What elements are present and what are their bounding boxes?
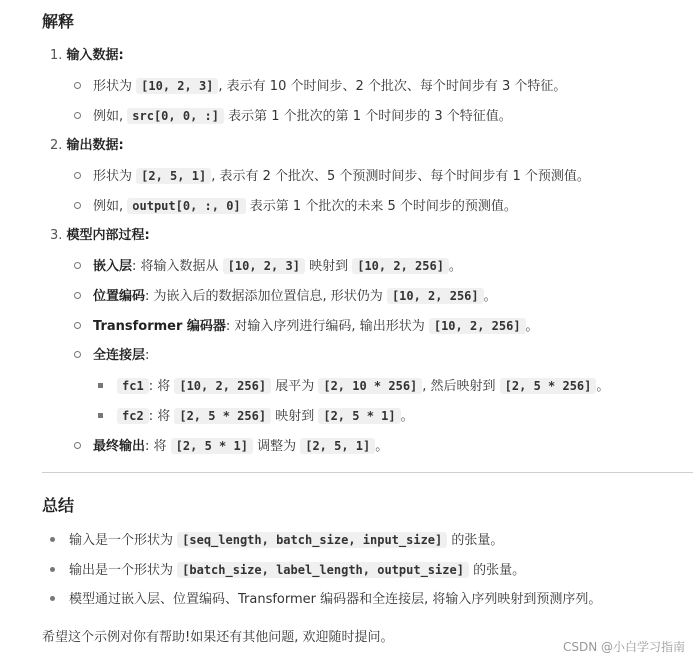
text: 调整为: [257, 439, 297, 454]
text: 模型通过嵌入层、位置编码、Transformer 编码器和全连接层, 将输入序列映射到预测序列。: [69, 592, 602, 607]
list-label: 输入数据:: [66, 48, 124, 63]
summary-item: [50, 530, 503, 550]
inline-code: output[0, :, 0]: [127, 198, 245, 214]
text: 映射到: [275, 409, 315, 424]
text: 映射到: [309, 259, 349, 274]
text: 的张量。: [473, 563, 526, 578]
text: , 然后映射到: [422, 379, 496, 394]
sub-item: [74, 196, 517, 216]
text: 。: [400, 409, 414, 424]
sub-item-embedding: [74, 256, 462, 276]
circle-bullet-icon: [74, 112, 81, 119]
text: 例如,: [93, 109, 124, 124]
list-item-input-data: [50, 46, 124, 66]
text: 。: [483, 289, 497, 304]
text: : 将: [148, 409, 171, 424]
list-number: 2.: [50, 138, 63, 153]
circle-bullet-icon: [74, 442, 81, 449]
inline-code: [10, 2, 256]: [352, 258, 449, 274]
closing-text: 希望这个示例对你有帮助!如果还有其他问题, 欢迎随时提问。: [42, 630, 394, 645]
watermark: CSDN @小白学习指南: [562, 640, 685, 654]
sub-item-encoder: [74, 316, 539, 336]
text: 形状为: [93, 79, 133, 94]
sub-item-positional-encoding: [74, 286, 497, 306]
text: 展平为: [275, 379, 315, 394]
inline-code: [10, 2, 256]: [387, 288, 484, 304]
section-divider: [42, 472, 693, 473]
text: 。: [448, 259, 462, 274]
sub-sub-item-fc1: [98, 376, 609, 396]
inline-code: [2, 5 * 256]: [174, 408, 271, 424]
inline-code: [2, 5 * 1]: [318, 408, 400, 424]
inline-code: [10, 2, 3]: [136, 78, 218, 94]
inline-code: [10, 2, 3]: [223, 258, 305, 274]
circle-bullet-icon: [74, 262, 81, 269]
text: , 表示有 10 个时间步、2 个批次、每个时间步有 3 个特征。: [218, 79, 567, 94]
section-title-explain: 解释: [42, 12, 75, 31]
circle-bullet-icon: [74, 202, 81, 209]
list-item-model-process: [50, 226, 150, 246]
text: :: [145, 348, 150, 363]
term: Transformer 编码器: [93, 319, 226, 334]
term: 位置编码: [93, 289, 146, 304]
text: 的张量。: [451, 533, 504, 548]
term: 最终输出: [93, 439, 146, 454]
text: 输出是一个形状为: [69, 563, 174, 578]
sub-item-final-output: [74, 436, 388, 456]
inline-code: [2, 5, 1]: [136, 168, 211, 184]
text: 。: [525, 319, 539, 334]
inline-code: [seq_length, batch_size, input_size]: [177, 532, 447, 548]
sub-item: [74, 166, 590, 186]
text: , 表示有 2 个批次、5 个预测时间步、每个时间步有 1 个预测值。: [211, 169, 590, 184]
circle-bullet-icon: [74, 292, 81, 299]
list-number: 1.: [50, 48, 63, 63]
inline-code: [2, 5, 1]: [300, 438, 375, 454]
text: 例如,: [93, 199, 124, 214]
list-label: 输出数据:: [66, 138, 124, 153]
inline-code: [2, 5 * 1]: [171, 438, 253, 454]
square-bullet-icon: [98, 383, 103, 388]
sub-item: [74, 76, 566, 96]
text: 表示第 1 个批次的第 1 个时间步的 3 个特征值。: [228, 109, 512, 124]
sub-sub-item-fc2: [98, 406, 414, 426]
inline-code: [2, 10 * 256]: [318, 378, 422, 394]
text: 输入是一个形状为: [69, 533, 174, 548]
square-bullet-icon: [98, 413, 103, 418]
inline-code: [batch_size, label_length, output_size]: [177, 562, 469, 578]
text: 形状为: [93, 169, 133, 184]
list-item-output-data: [50, 136, 124, 156]
inline-code: [10, 2, 256]: [174, 378, 271, 394]
list-label: 模型内部过程:: [66, 228, 150, 243]
text: : 将: [148, 379, 171, 394]
inline-code: fc2: [117, 408, 149, 424]
sub-item-fully-connected: [74, 346, 149, 366]
inline-code: src[0, 0, :]: [127, 108, 224, 124]
circle-bullet-icon: [74, 172, 81, 179]
section-title-summary: 总结: [42, 496, 75, 515]
sub-item: [74, 106, 512, 126]
text: : 将输入数据从: [132, 259, 219, 274]
dot-bullet-icon: [50, 596, 55, 601]
text: 表示第 1 个批次的未来 5 个时间步的预测值。: [249, 199, 517, 214]
inline-code: [2, 5 * 256]: [500, 378, 597, 394]
circle-bullet-icon: [74, 82, 81, 89]
text: : 为嵌入后的数据添加位置信息, 形状仍为: [145, 289, 383, 304]
text: : 将: [145, 439, 167, 454]
inline-code: [10, 2, 256]: [429, 318, 526, 334]
circle-bullet-icon: [74, 351, 81, 358]
text: 。: [375, 439, 389, 454]
term: 嵌入层: [93, 259, 133, 274]
term: 全连接层: [93, 348, 146, 363]
list-number: 3.: [50, 228, 63, 243]
circle-bullet-icon: [74, 322, 81, 329]
summary-item: [50, 590, 601, 610]
summary-item: [50, 560, 525, 580]
dot-bullet-icon: [50, 537, 55, 542]
inline-code: fc1: [117, 378, 149, 394]
text: 。: [596, 379, 610, 394]
text: : 对输入序列进行编码, 输出形状为: [225, 319, 425, 334]
dot-bullet-icon: [50, 567, 55, 572]
